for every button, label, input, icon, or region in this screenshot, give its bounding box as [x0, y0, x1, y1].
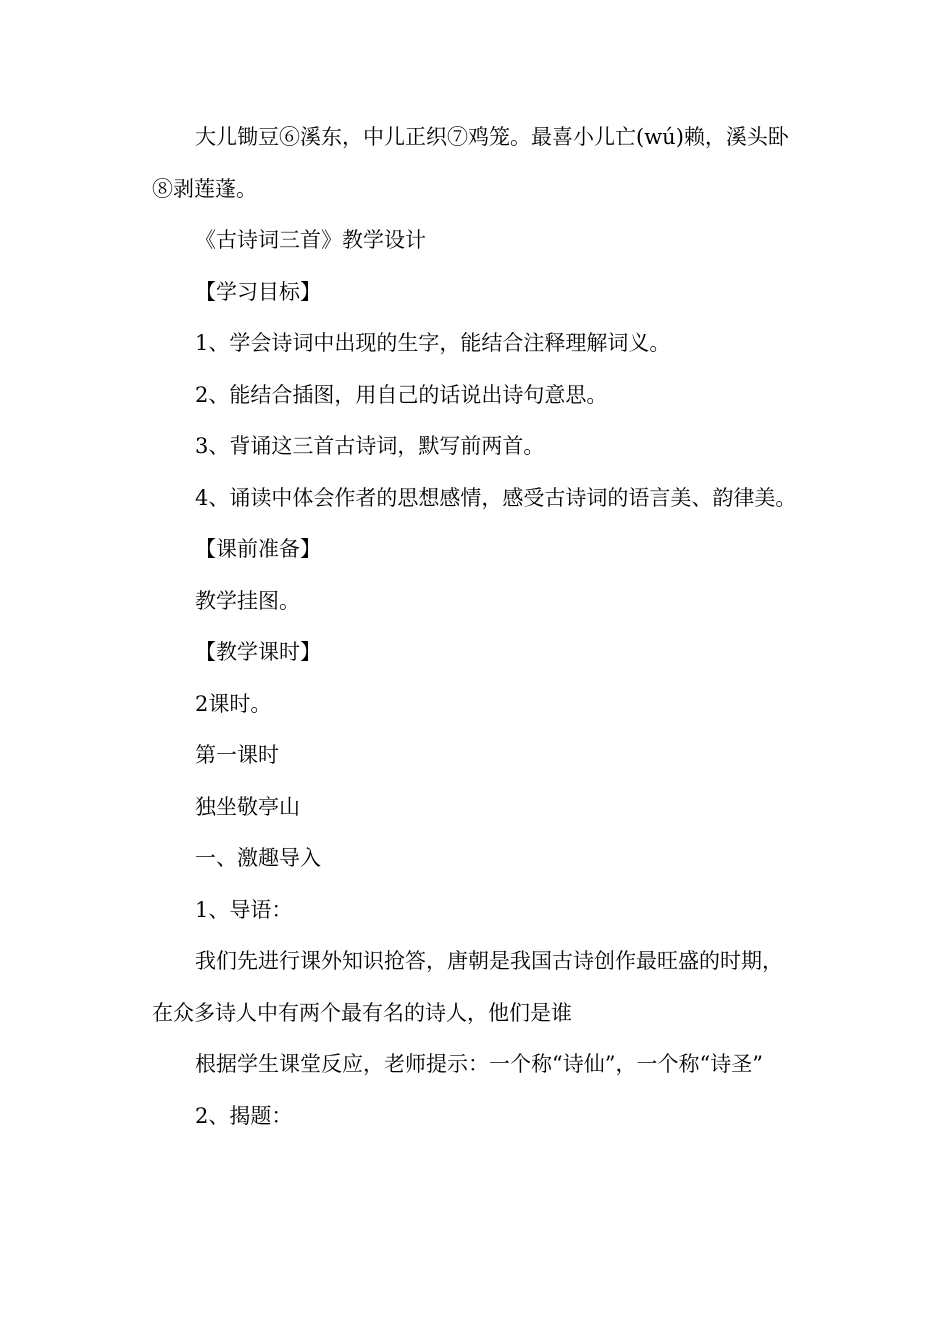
goal-item-2: 2、能结合插图，用自己的话说出诗句意思。: [195, 382, 608, 407]
first-lesson-heading: 第一课时: [195, 743, 279, 767]
preparation-text: 教学挂图。: [195, 588, 300, 613]
section-heading-preparation: 【课前准备】: [195, 537, 321, 561]
lesson-design-title: 《古诗词三首》教学设计: [195, 228, 426, 252]
teacher-hint-text: 根据学生课堂反应，老师提示：一个称“诗仙”，一个称“诗圣”: [195, 1052, 763, 1076]
intro-text: 我们先进行课外知识抢答，唐朝是我国古诗创作最旺盛的时期，在众多诗人中有两个最有名的诗人，他们是谁: [152, 949, 783, 1025]
poem-text-paragraph: 大儿锄豆⑥溪东，中儿正织⑦鸡笼。最喜小儿亡(wú)赖，溪头卧⑧剥莲蓬。: [152, 125, 789, 201]
section-heading-learning-goals: 【学习目标】: [195, 279, 321, 304]
goal-item-3: 3、背诵这三首古诗词，默写前两首。: [195, 434, 545, 458]
goal-item-4: 4、诵读中体会作者的思想感情，感受古诗词的语言美、韵律美。: [195, 485, 797, 510]
step-item-1: 1、导语：: [195, 897, 293, 922]
step-item-2: 2、揭题：: [195, 1103, 293, 1128]
step-heading-intro: 一、激趣导入: [195, 846, 321, 870]
class-hours-text: 2课时。: [195, 691, 272, 716]
document-body: [152, 112, 802, 1142]
goal-item-1: 1、学会诗词中出现的生字，能结合注释理解词义。: [195, 331, 671, 355]
poem-title: 独坐敬亭山: [195, 794, 300, 819]
section-heading-class-hours: 【教学课时】: [195, 640, 321, 664]
